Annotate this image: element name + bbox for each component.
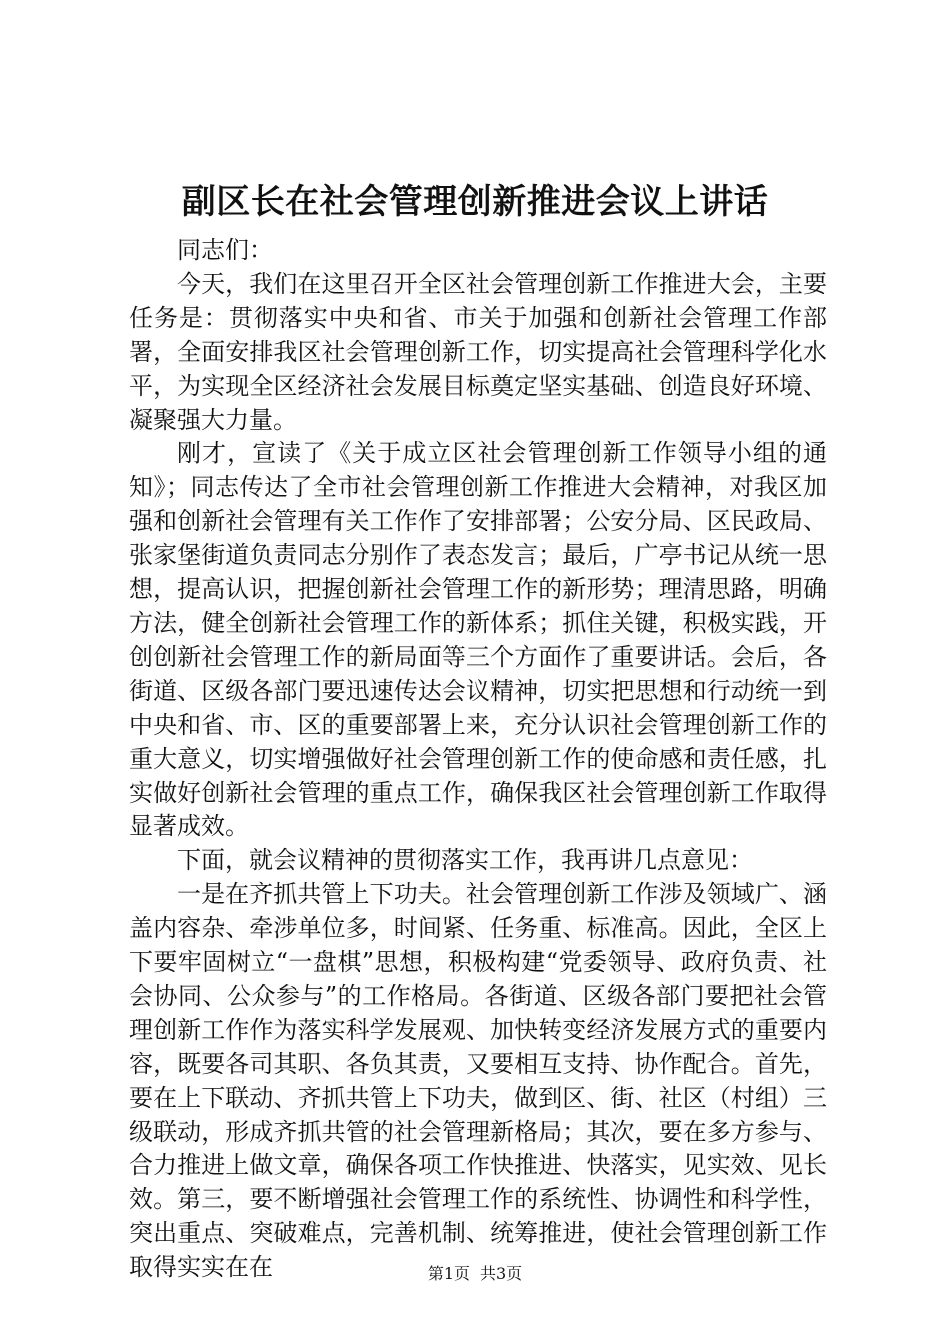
paragraph-point-one: 一是在齐抓共管上下功夫。社会管理创新工作涉及领域广、涵盖内容杂、牵涉单位多，时间紧、任务重、标准高。因此，全区上下要牢固树立“一盘棋”思想，积极构建“党委领导、政府负责、社会协同、公众参与”的工作格局。各街道、区级各部门要把社会管理创新工作作为落实科学发展观、加快转变经济发展方式的重要内容，既要各司其职、各负其责，又要相互支持、协作配合。首先，要在上下联动、齐抓共管上下功夫，做到区、街、社区（村组）三级联动，形成齐抓共管的社会管理新格局；其次，要在多方参与、合力推进上做文章，确保各项工作快推进、快落实，见实效、见长效。第三，要不断增强社会管理工作的系统性、协调性和科学性，突出重点、突破难点，完善机制、统筹推进，使社会管理创新工作取得实实在在 <box>129 880 827 1282</box>
page-number: 第1页 <box>427 1264 470 1283</box>
document-body <box>129 234 827 1285</box>
paragraph-transition: 下面，就会议精神的贯彻落实工作，我再讲几点意见： <box>177 846 753 875</box>
paragraph-summary: 刚才，宣读了《关于成立区社会管理创新工作领导小组的通知》；同志传达了全市社会管理创新工作推进大会精神，对我区加强和创新社会管理有关工作作了安排部署；公安分局、区民政局、张家堡街道负责同志分别作了表态发言；最后，广亭书记从统一思想，提高认识，把握创新社会管理工作的新形势；理清思路，明确方法，健全创新社会管理工作的新体系；抓住关键，积极实践，开创创新社会管理工作的新局面等三个方面作了重要讲话。会后，各街道、区级各部门要迅速传达会议精神，切实把思想和行动统一到中央和省、市、区的重要部署上来，充分认识社会管理创新工作的重大意义，切实增强做好社会管理创新工作的使命感和责任感，扎实做好创新社会管理的重点工作，确保我区社会管理创新工作取得显著成效。 <box>129 439 827 841</box>
page-total: 共3页 <box>480 1264 523 1283</box>
document-title: 副区长在社会管理创新推进会议上讲话 <box>181 182 769 222</box>
paragraph-intro: 今天，我们在这里召开全区社会管理创新工作推进大会，主要任务是：贯彻落实中央和省、市关于加强和创新社会管理工作部署，全面安排我区社会管理创新工作，切实提高社会管理科学化水平，为实现全区经济社会发展目标奠定坚实基础、创造良好环境、凝聚强大力量。 <box>129 269 827 434</box>
paragraph-salutation: 同志们： <box>177 236 273 264</box>
page-footer <box>0 1263 950 1285</box>
